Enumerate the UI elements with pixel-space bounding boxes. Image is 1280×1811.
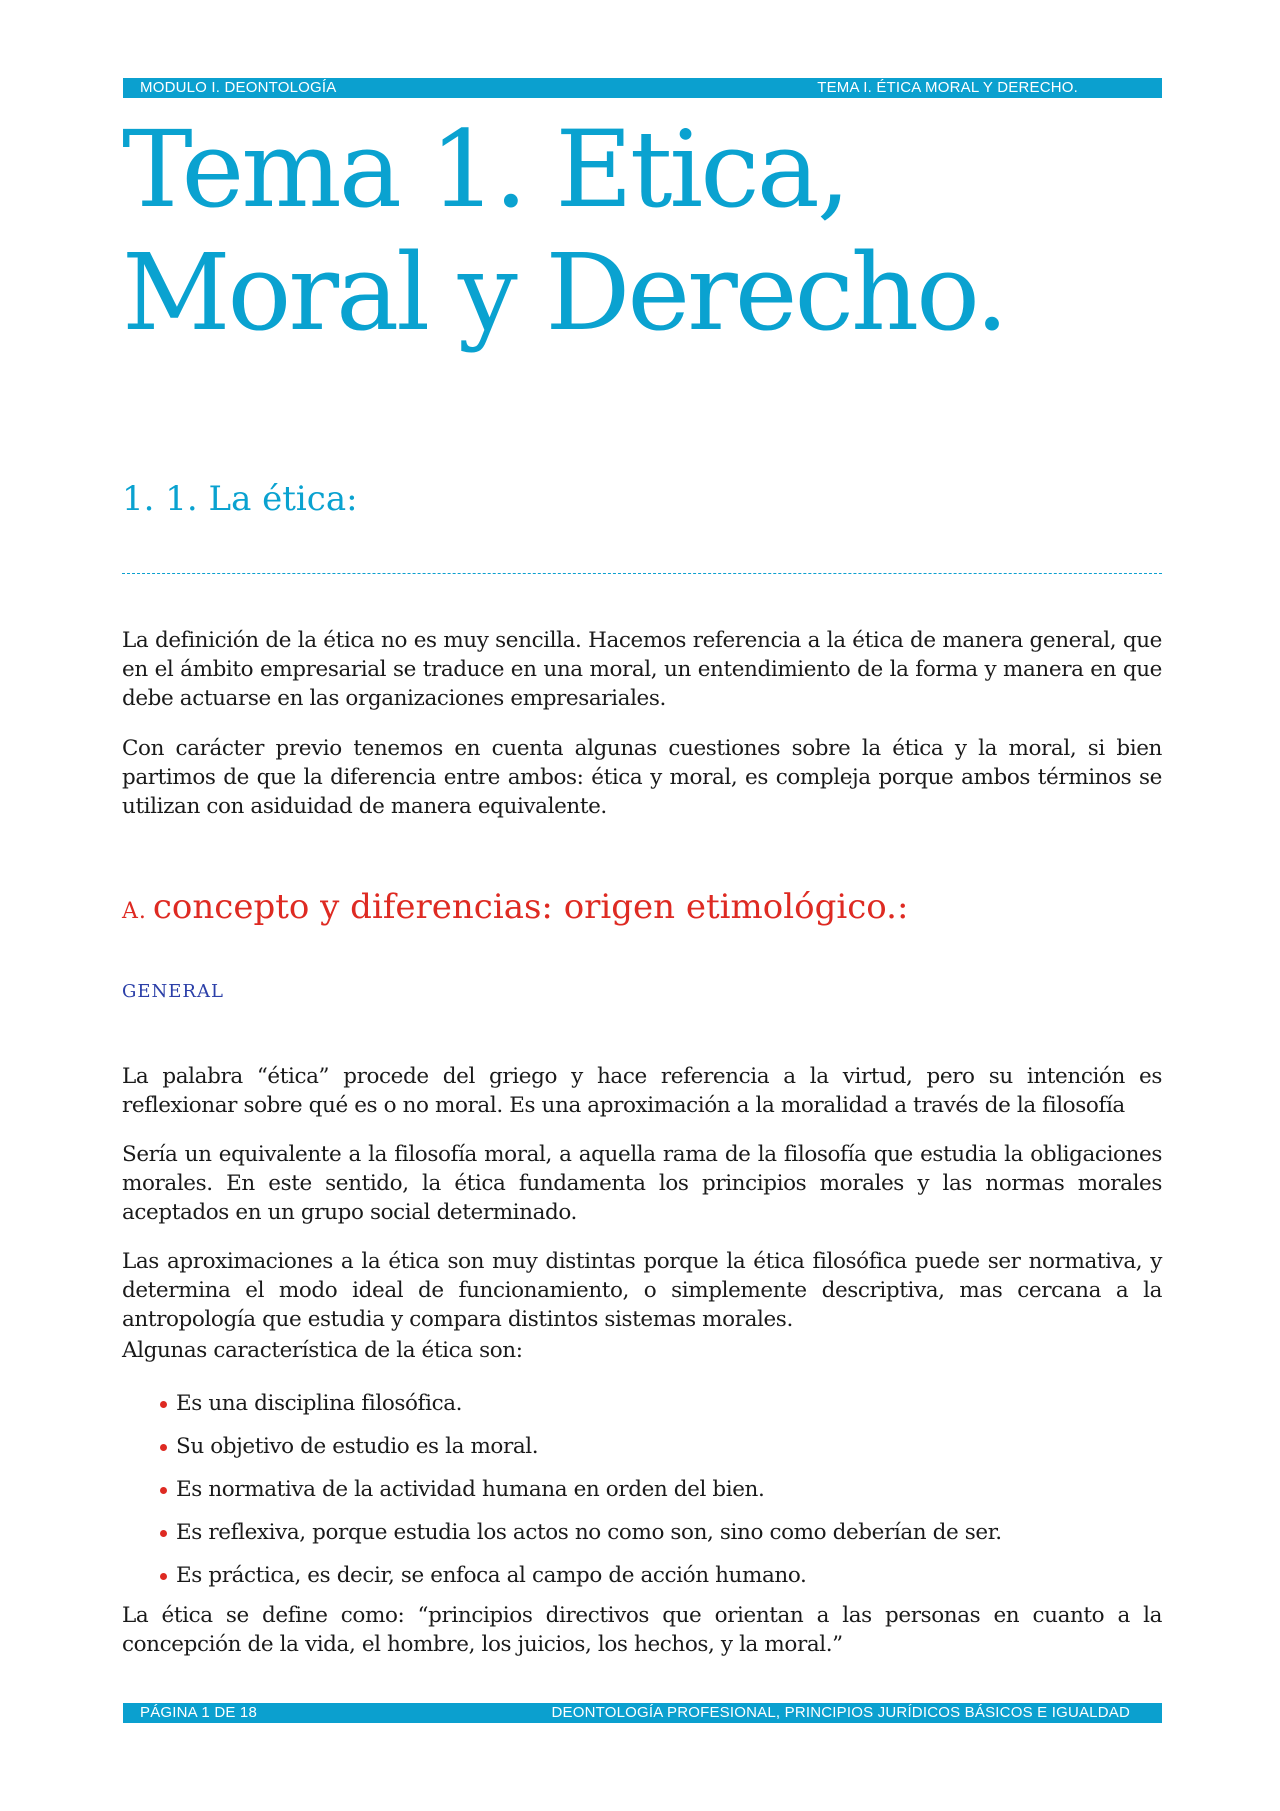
page-footer bbox=[123, 1703, 1162, 1723]
list-item: Es reflexiva, porque estudia los actos no como son, sino como deberían de ser. bbox=[160, 1511, 1160, 1554]
bullet-icon bbox=[160, 1530, 167, 1537]
bullet-icon bbox=[160, 1444, 167, 1451]
list-item: Es normativa de la actividad humana en orden del bien. bbox=[160, 1468, 1160, 1511]
header-module: MODULO I. DEONTOLOGÍA bbox=[140, 79, 337, 96]
page-number: PÁGINA 1 DE 18 bbox=[140, 1704, 258, 1721]
list-intro: Algunas característica de la ética son: bbox=[122, 1338, 523, 1363]
page-title: Tema 1. Etica, Moral y Derecho. bbox=[122, 108, 1006, 354]
bullet-icon bbox=[160, 1401, 167, 1408]
page-header bbox=[123, 78, 1162, 98]
list-item: Es práctica, es decir, se enfoca al campo de acción humano. bbox=[160, 1554, 1160, 1597]
list-item: Es una disciplina filosófica. bbox=[160, 1382, 1160, 1425]
header-topic: TEMA I. ÉTICA MORAL Y DERECHO. bbox=[817, 79, 1078, 96]
body-paragraph-2: Sería un equivalente a la filosofía moral, a aquella rama de la filosofía que estudia la obligaciones morales. En este sentido, la ética fundamenta los principios morales y las normas morales aceptados en un grupo social determinado. bbox=[122, 1142, 1162, 1225]
subsection-heading bbox=[122, 885, 908, 934]
footer-course: DEONTOLOGÍA PROFESIONAL, PRINCIPIOS JURÍDICOS BÁSICOS E IGUALDAD bbox=[551, 1704, 1130, 1721]
section-divider bbox=[122, 573, 1162, 574]
body-paragraph-1: La palabra “ética” procede del griego y hace referencia a la virtud, pero su intención es reflexionar sobre qué es o no moral. Es una aproximación a la moralidad a través de la filosofía bbox=[122, 1064, 1162, 1118]
bullet-icon bbox=[160, 1487, 167, 1494]
subsection-label: GENERAL bbox=[122, 981, 224, 1002]
subsection-title: concepto y diferencias: origen etimológico.: bbox=[152, 887, 909, 927]
section-heading: 1. 1. La ética: bbox=[122, 479, 358, 519]
subsection-prefix: A. bbox=[122, 899, 147, 924]
list-item: Su objetivo de estudio es la moral. bbox=[160, 1425, 1160, 1468]
closing-paragraph: La ética se define como: “principios directivos que orientan a las personas en cuanto a la concepción de la vida, el hombre, los juicios, los hechos, y la moral.” bbox=[122, 1603, 1162, 1657]
body-paragraph-3: Las aproximaciones a la ética son muy distintas porque la ética filosófica puede ser normativa, y determina el modo ideal de funcionamiento, o simplemente descriptiva, mas cercana a la antropología que estudia y compara distintos sistemas morales. bbox=[122, 1249, 1162, 1332]
intro-paragraph-1: La definición de la ética no es muy sencilla. Hacemos referencia a la ética de manera general, que en el ámbito empresarial se traduce en una moral, un entendimiento de la forma y manera en que debe actuarse en las organizaciones empresariales. bbox=[122, 628, 1162, 711]
intro-paragraph-2: Con carácter previo tenemos en cuenta algunas cuestiones sobre la ética y la moral, si bien partimos de que la diferencia entre ambos: ética y moral, es compleja porque ambos términos se utilizan con asiduidad de manera equivalente. bbox=[122, 736, 1162, 819]
bullet-icon bbox=[160, 1573, 167, 1580]
characteristics-list bbox=[160, 1382, 1160, 1597]
